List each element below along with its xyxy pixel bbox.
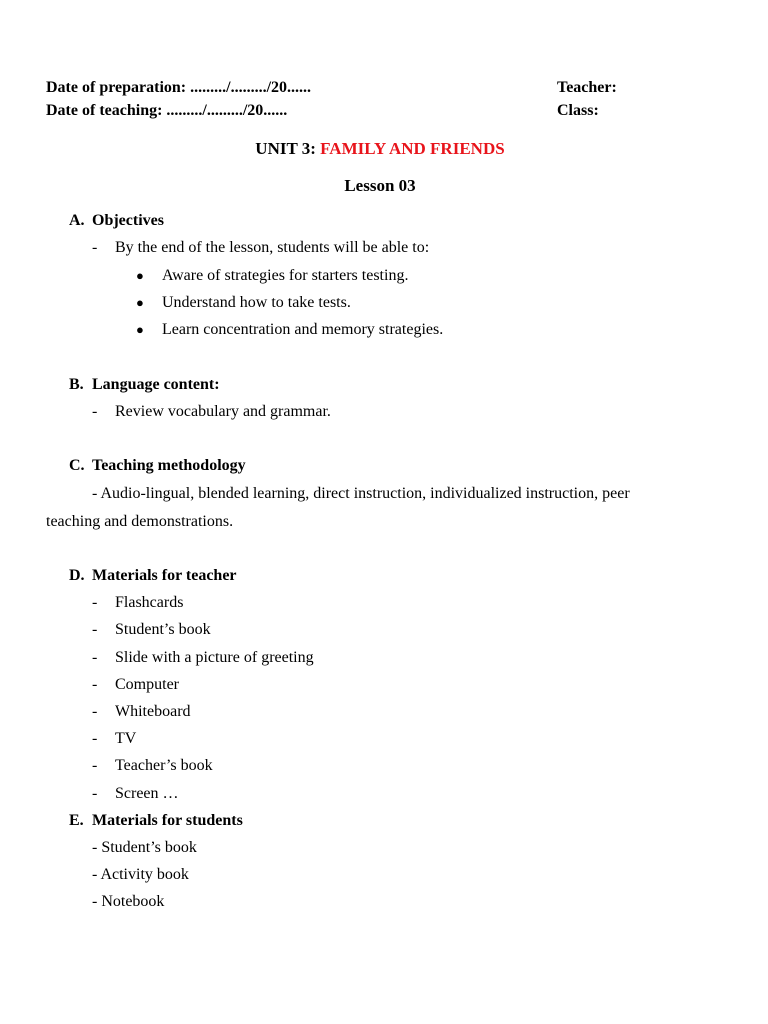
date-of-teaching: Date of teaching: ........./........./20...... <box>46 102 288 119</box>
dash-marker: - <box>92 730 98 747</box>
objective-item: Aware of strategies for starters testing. <box>162 267 409 284</box>
unit-prefix: UNIT 3: <box>255 139 321 158</box>
section-c-letter: C. <box>69 457 85 474</box>
dash-marker: - <box>92 785 98 802</box>
teacher-material: TV <box>115 730 137 747</box>
section-b-letter: B. <box>69 376 84 393</box>
bullet-marker: ● <box>136 295 144 310</box>
bullet-marker: ● <box>136 322 144 337</box>
section-c-title: Teaching methodology <box>92 457 246 474</box>
methodology-line-2: teaching and demonstrations. <box>46 513 234 530</box>
unit-name: FAMILY AND FRIENDS <box>320 139 505 158</box>
dash-marker: - <box>92 703 98 720</box>
section-a-letter: A. <box>69 212 85 229</box>
student-material: - Notebook <box>92 893 165 910</box>
date-of-preparation: Date of preparation: ........./........./20...... <box>46 79 312 96</box>
dash-marker: - <box>92 621 98 638</box>
section-d-letter: D. <box>69 567 85 584</box>
dash-marker: - <box>92 676 98 693</box>
teacher-material: Whiteboard <box>115 703 191 720</box>
objective-item: Understand how to take tests. <box>162 294 351 311</box>
section-e-title: Materials for students <box>92 812 243 829</box>
dash-marker: - <box>92 649 98 666</box>
objective-intro: By the end of the lesson, students will be able to: <box>115 239 430 256</box>
student-material: - Student’s book <box>92 839 197 856</box>
language-item: Review vocabulary and grammar. <box>115 403 331 420</box>
methodology-line-1: - Audio-lingual, blended learning, direct instruction, individualized instruction, peer <box>92 485 630 502</box>
objective-item: Learn concentration and memory strategies. <box>162 321 444 338</box>
student-material: - Activity book <box>92 866 189 883</box>
teacher-label: Teacher: <box>557 79 617 96</box>
teacher-material: Computer <box>115 676 179 693</box>
section-a-title: Objectives <box>92 212 164 229</box>
unit-title <box>0 140 760 157</box>
teacher-material: Slide with a picture of greeting <box>115 649 314 666</box>
bullet-marker: ● <box>136 268 144 283</box>
dash-marker: - <box>92 594 98 611</box>
section-e-letter: E. <box>69 812 84 829</box>
teacher-material: Student’s book <box>115 621 211 638</box>
section-d-title: Materials for teacher <box>92 567 237 584</box>
dash-marker: - <box>92 403 98 420</box>
teacher-material: Screen … <box>115 785 179 802</box>
dash-marker: - <box>92 239 98 256</box>
teacher-material: Flashcards <box>115 594 184 611</box>
lesson-title: Lesson 03 <box>344 176 416 195</box>
teacher-material: Teacher’s book <box>115 757 213 774</box>
dash-marker: - <box>92 757 98 774</box>
class-label: Class: <box>557 102 599 119</box>
section-b-title: Language content: <box>92 376 220 393</box>
